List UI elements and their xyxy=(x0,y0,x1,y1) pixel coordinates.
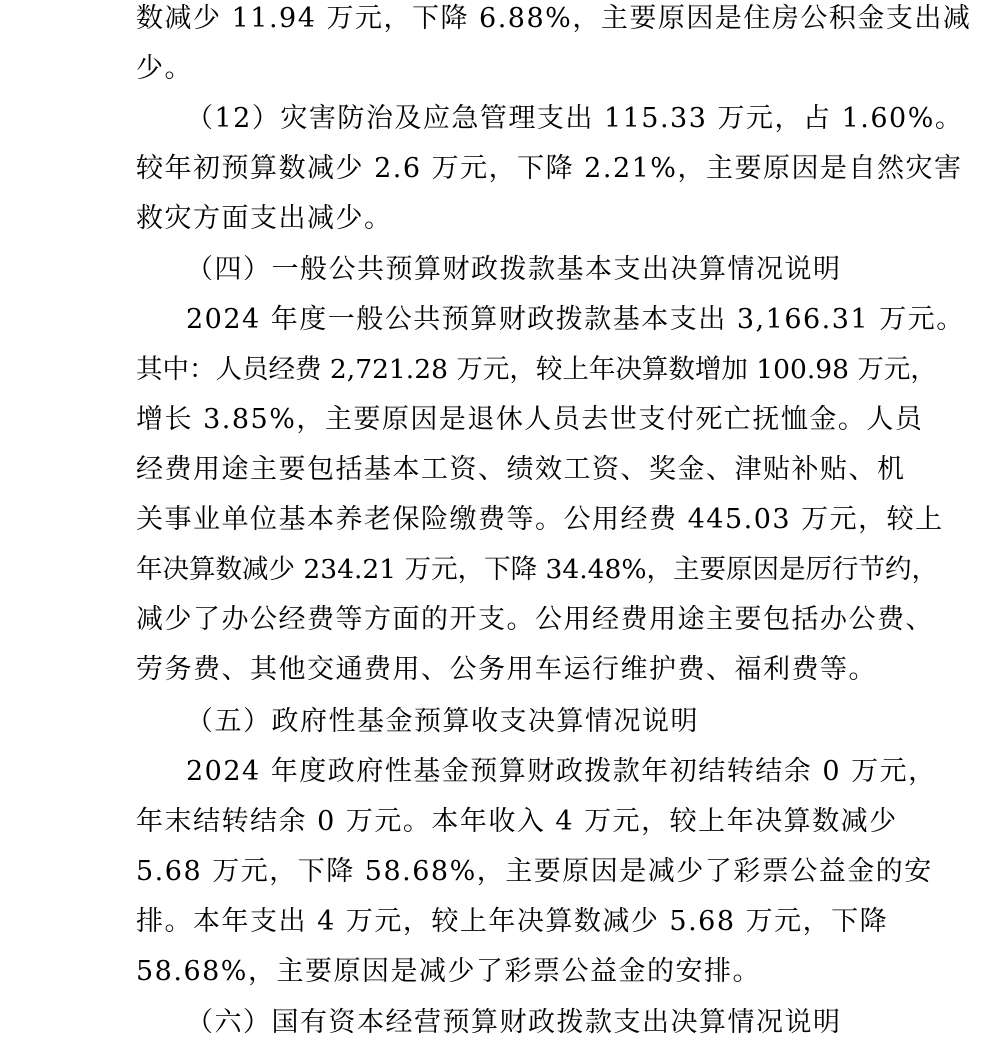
section-heading: （六）国有资本经营预算财政拨款支出决算情况说明 xyxy=(186,1007,842,1038)
text-line: 救灾方面支出减少。 xyxy=(136,203,393,234)
section-heading: （四）一般公共预算财政拨款基本支出决算情况说明 xyxy=(186,254,842,285)
text-line: 58.68%，主要原因是减少了彩票公益金的安排。 xyxy=(136,956,761,987)
text-line: 2024 年度政府性基金预算财政拨款年初结转结余 0 万元， xyxy=(186,756,937,787)
text-line: 经费用途主要包括基本工资、绩效工资、奖金、津贴补贴、机 xyxy=(136,454,906,485)
text-line: 年末结转结余 0 万元。本年收入 4 万元，较上年决算数减少 xyxy=(136,806,898,837)
text-line: 5.68 万元，下降 58.68%，主要原因是减少了彩票公益金的安 xyxy=(136,856,933,887)
text-line: 数减少 11.94 万元，下降 6.88%，主要原因是住房公积金支出减 xyxy=(136,3,972,34)
text-line: 年决算数减少 234.21 万元，下降 34.48%，主要原因是厉行节约， xyxy=(136,554,939,585)
text-line: 2024 年度一般公共预算财政拨款基本支出 3,166.31 万元。 xyxy=(186,304,965,335)
text-line: 减少了办公经费等方面的开支。公用经费用途主要包括办公费、 xyxy=(136,604,934,635)
text-line: （12）灾害防治及应急管理支出 115.33 万元，占 1.60%。 xyxy=(186,103,964,134)
text-line: 劳务费、其他交通费用、公务用车运行维护费、福利费等。 xyxy=(136,654,877,685)
text-line: 排。本年支出 4 万元，较上年决算数减少 5.68 万元，下降 xyxy=(136,906,889,937)
section-heading: （五）政府性基金预算收支决算情况说明 xyxy=(186,706,699,737)
text-line: 少。 xyxy=(136,53,193,84)
text-line: 其中：人员经费 2,721.28 万元，较上年决算数增加 100.98 万元， xyxy=(136,354,937,385)
text-line: 关事业单位基本养老保险缴费等。公用经费 445.03 万元，较上 xyxy=(136,504,944,535)
text-line: 增长 3.85%，主要原因是退休人员去世支付死亡抚恤金。人员 xyxy=(136,404,924,435)
text-line: 较年初预算数减少 2.6 万元，下降 2.21%，主要原因是自然灾害 xyxy=(136,153,963,184)
